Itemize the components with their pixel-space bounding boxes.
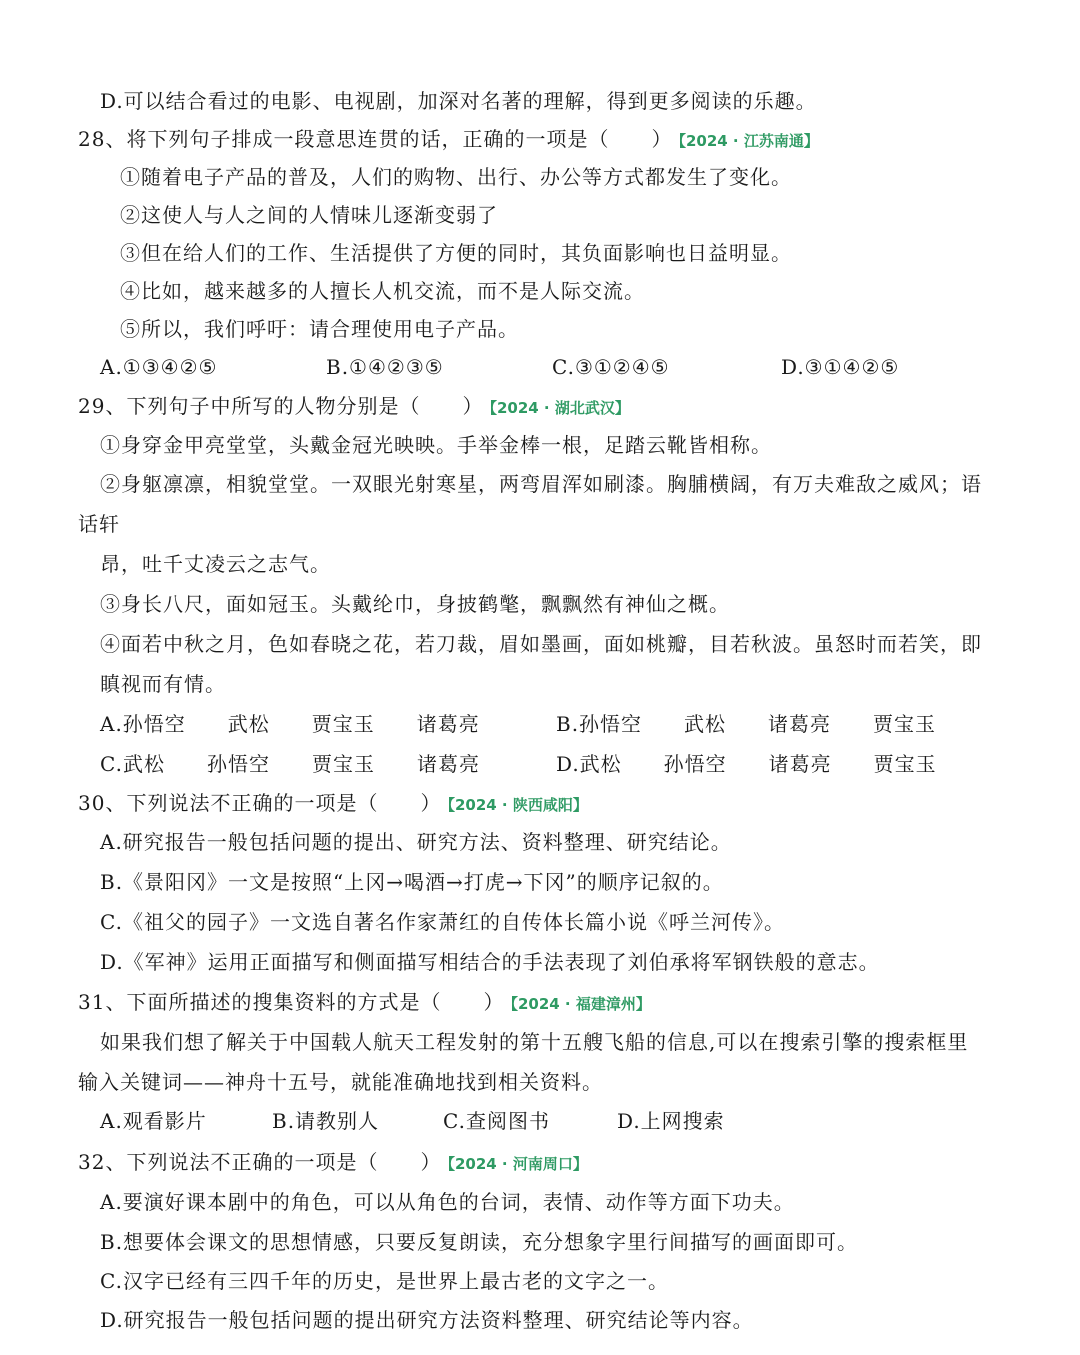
q31-line: 输入关键词——神舟十五号，就能准确地找到相关资料。 — [78, 1070, 603, 1094]
q31-stem-text: 31、下面所描述的搜集资料的方式是（ ） — [78, 990, 505, 1014]
q31-option-c: C.查阅图书 — [443, 1109, 550, 1133]
q32-option-c: C.汉字已经有三四千年的历史，是世界上最古老的文字之一。 — [100, 1269, 669, 1293]
q28-option-a: A.①③④②⑤ — [100, 355, 218, 379]
q32-option-d: D.研究报告一般包括问题的提出研究方法资料整理、研究结论等内容。 — [100, 1308, 754, 1332]
q28-option-c: C.③①②④⑤ — [552, 355, 670, 379]
q31-option-b: B.请教别人 — [272, 1109, 380, 1133]
q32-option-b: B.想要体会课文的思想情感，只要反复朗读，充分想象字里行间描写的画面即可。 — [100, 1230, 859, 1254]
q29-stem-text: 29、下列句子中所写的人物分别是（ ） — [78, 394, 484, 418]
q29-line: 瞋视而有情。 — [100, 672, 226, 696]
q32-stem-text: 32、下列说法不正确的一项是（ ） — [78, 1150, 442, 1174]
q32-source-tag: 【2024 · 河南周口】 — [447, 1155, 588, 1173]
q30-source-tag: 【2024 · 陕西咸阳】 — [447, 796, 588, 814]
q32-stem — [78, 1148, 588, 1178]
q28-sentence: ⑤所以，我们呼吁：请合理使用电子产品。 — [120, 317, 519, 341]
q28-stem — [78, 125, 819, 155]
q29-line: ④面若中秋之月，色如春晓之花，若刀裁，眉如墨画，面如桃瓣，目若秋波。虽怒时而若笑，即 — [100, 632, 982, 656]
q29-option-a: A.孙悟空 武松 贾宝玉 诸葛亮 — [100, 712, 480, 736]
q31-source-tag: 【2024 · 福建漳州】 — [510, 995, 651, 1013]
q29-line: 话轩 — [78, 512, 120, 536]
q28-option-b: B.①④②③⑤ — [326, 355, 444, 379]
q28-sentence: ③但在给人们的工作、生活提供了方便的同时，其负面影响也日益明显。 — [120, 241, 792, 265]
q30-stem — [78, 789, 588, 819]
q30-option-a: A.研究报告一般包括问题的提出、研究方法、资料整理、研究结论。 — [100, 830, 732, 854]
q29-line: ③身长八尺，面如冠玉。头戴纶巾，身披鹤氅，飘飘然有神仙之概。 — [100, 592, 730, 616]
q29-option-b: B.孙悟空 武松 诸葛亮 贾宝玉 — [556, 712, 937, 736]
q30-stem-text: 30、下列说法不正确的一项是（ ） — [78, 791, 442, 815]
q29-line: ①身穿金甲亮堂堂，头戴金冠光映映。手举金棒一根，足踏云靴皆相称。 — [100, 433, 772, 457]
q28-source-tag: 【2024 · 江苏南通】 — [678, 132, 819, 150]
q28-sentence: ④比如，越来越多的人擅长人机交流，而不是人际交流。 — [120, 279, 645, 303]
q28-sentence: ②这使人与人之间的人情味儿逐渐变弱了 — [120, 203, 498, 227]
q31-option-d: D.上网搜索 — [617, 1109, 725, 1133]
q31-line: 如果我们想了解关于中国载人航天工程发射的第十五艘飞船的信息,可以在搜索引擎的搜索框里 — [100, 1030, 969, 1054]
q31-option-a: A.观看影片 — [100, 1109, 207, 1133]
q29-line: ②身躯凛凛，相貌堂堂。一双眼光射寒星，两弯眉浑如刷漆。胸脯横阔，有万夫难敌之威风；语 — [100, 472, 982, 496]
q29-stem — [78, 392, 630, 422]
q28-sentence: ①随着电子产品的普及，人们的购物、出行、办公等方式都发生了变化。 — [120, 165, 792, 189]
q27-option-d: D.可以结合看过的电影、电视剧，加深对名著的理解，得到更多阅读的乐趣。 — [100, 89, 817, 113]
q28-option-d: D.③①④②⑤ — [781, 355, 900, 379]
q30-option-c: C.《祖父的园子》一文选自著名作家萧红的自传体长篇小说《呼兰河传》。 — [100, 910, 785, 934]
q28-stem-text: 28、将下列句子排成一段意思连贯的话，正确的一项是（ ） — [78, 127, 673, 151]
q31-stem — [78, 988, 651, 1018]
q30-option-b: B.《景阳冈》一文是按照“上冈→喝酒→打虎→下冈”的顺序记叙的。 — [100, 870, 724, 894]
q29-source-tag: 【2024 · 湖北武汉】 — [489, 399, 630, 417]
q29-option-d: D.武松 孙悟空 诸葛亮 贾宝玉 — [556, 752, 937, 776]
q32-option-a: A.要演好课本剧中的角色，可以从角色的台词，表情、动作等方面下功夫。 — [100, 1190, 795, 1214]
q30-option-d: D.《军神》运用正面描写和侧面描写相结合的手法表现了刘伯承将军钢铁般的意志。 — [100, 950, 880, 974]
q29-option-c: C.武松 孙悟空 贾宝玉 诸葛亮 — [100, 752, 480, 776]
q29-line: 昂，吐千丈凌云之志气。 — [100, 552, 331, 576]
